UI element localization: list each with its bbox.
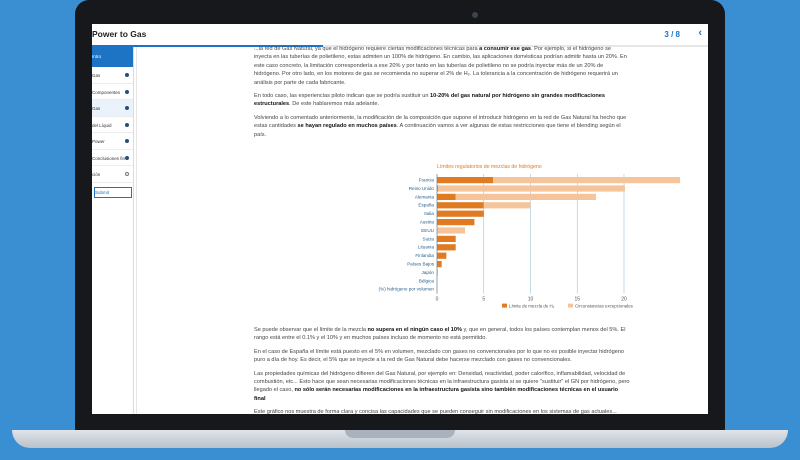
collapse-chevron-icon[interactable]: ‹ [698,27,702,39]
status-ring-icon [125,172,129,176]
camera-icon [472,12,478,18]
category-label: Japón [421,269,434,275]
legend-label: Circunstancias excepcionales [575,303,633,309]
screen [92,24,708,414]
blending-chart [287,158,633,326]
bar-limit [437,244,456,250]
sidebar-divider [136,47,137,414]
sidebar-item-active[interactable] [92,100,133,117]
category-label: (%) hidrógeno por volumen [378,286,434,292]
category-label: España [418,202,434,208]
paragraph: En todo caso, las experiencias piloto indican que se podría sustituir un 10-20% del gas natural por hidrógeno sin grandes modificaciones estructurales. De este hablaremos más adelante. [254,92,606,108]
bar-limit [437,194,456,200]
legend-swatch [502,304,507,308]
status-dot-icon [125,90,129,94]
category-label: Bélgica [418,278,434,284]
top-bar [92,24,708,46]
category-label: Alemania [414,194,434,200]
category-label: Países Bajos [407,261,434,267]
x-tick-label: 0 [435,296,439,303]
sidebar-item[interactable] [92,84,133,101]
bar-limit [437,177,493,183]
status-dot-icon [125,139,129,143]
bar-limit [437,202,484,208]
sidebar-item[interactable] [92,117,133,134]
bar-limit [437,211,484,217]
page-counter: 3 / 8 [664,30,680,39]
bar-exceptional [437,227,465,233]
category-label: Austria [419,219,434,225]
chart-svg [287,158,633,326]
sidebar-item-label: Componentes [92,89,121,95]
article-lower [254,326,630,422]
category-label: EEUU [421,227,434,233]
paragraph: Se puede observar que el límite de la mezcla no supera en el ningún caso el 10% y, que en general, todos los países contemplan menos del 5%. El rango está entre el 0.1% y el 10% y en muchos países incluso de momento no está permitido. [254,327,626,342]
category-label: Reino Unido [408,185,434,191]
legend-swatch [568,304,573,308]
sidebar [92,47,134,414]
laptop-notch [345,430,455,438]
sidebar-item-label: Conclusiones fin [92,155,126,161]
category-label: Suiza [422,236,434,242]
bar-exceptional [493,177,680,183]
x-tick-label: 10 [527,296,534,303]
category-label: Finlandia [415,253,434,259]
sidebar-item[interactable] [92,166,133,183]
status-dot-icon [125,73,129,77]
paragraph: ...la red de Gas Natural, ya que el hidrógeno requiere ciertas modificaciones técnicas para a consumir ese gas. Por ejemplo, si el hidrógeno se inyecta en las tuberías de polietileno, estas admiten un 100% de hidrógeno. En cambio, las aplicaciones domésticas podrían admitir hasta un 20%. En este caso concreto, la limitación correspondería a ese 20% y por tanto en las tuberías de polietileno no se podría inyectar más de un 20% de hidrógeno. Por otro lado, en los motores de gas se recomienda no superar el 2% de H₂. La tolerancia a la concentración de hidrógeno requerirá un análisis por parte de cada fabricante. [254,46,627,86]
sidebar-item-label: Gas [92,106,101,111]
article-upper [254,45,630,144]
course-title: Power to Gas [92,29,147,39]
legend-label: Límite de mezcla de H₂ [509,303,555,309]
bar-exceptional [438,185,625,191]
sidebar-item[interactable] [92,150,133,167]
bar-limit [437,261,442,267]
status-dot-icon [125,123,129,127]
paragraph: Este gráfico nos muestra de forma clara y concisa las capacidades que se pueden conseguir sin modificaciones en los sistemas de gas actuales... [254,409,617,416]
sidebar-item-label: Gas [92,73,101,78]
bar-limit [437,253,446,259]
paragraph: Volviendo a lo comentado anteriormente, la modificación de la composición que supone el introducir hidrógeno en la red de Gas Natural ha hecho que estas cantidades se hayan regulado en muchos países. A continuación vamos a ver algunas de estas restricciones que tiene el blending según el país. [254,114,627,138]
x-tick-label: 5 [482,296,486,303]
bar-exceptional [456,194,596,200]
paragraph: En el caso de España el límite está puesto en el 5% en volumen, mezclado con gases no convencionales por lo que no es posible inyectar hidrógeno puro a día de hoy. Es decir, el 5% que se inyecte a la red de Gas Natural debe hacerse mezclado con gases no convencionales. [254,348,625,364]
x-tick-label: 15 [574,296,581,303]
category-label: Lituania [417,244,434,250]
sidebar-item[interactable] [92,133,133,150]
sidebar-header[interactable]: Intro [92,47,133,67]
status-dot-icon [125,106,129,110]
paragraph: Las propiedades químicas del hidrógeno difieren del Gas Natural, por ejemplo en: Densidad, reactividad, poder calorífico, inflamabilidad, velocidad de combustión, etc... Esto hace que sean necesarias modificaciones técnicas en la infraestructura gasista si se quiere "sustituir" el GN por hidrógeno, pero llegado el caso, no sólo serán necesarias modificaciones en la infraestructura gasista sino también modificaciones técnicas en el usuario final [254,370,630,402]
x-tick-label: 20 [621,296,627,303]
category-label: Francia [418,177,434,183]
bar-exceptional [484,202,531,208]
status-dot-icon [125,156,129,160]
sidebar-item-label: Power [92,139,105,144]
bar-limit [437,236,456,242]
sidebar-item-label: ción [92,172,101,177]
sidebar-item[interactable] [92,67,133,84]
bar-limit [437,219,474,225]
submit-button[interactable]: Submit [94,187,132,198]
chart-title: Límites regulatorios de mezclas de hidrógeno [437,164,542,170]
category-label: Italia [424,211,434,217]
sidebar-item-label: del Líquid [92,122,112,128]
